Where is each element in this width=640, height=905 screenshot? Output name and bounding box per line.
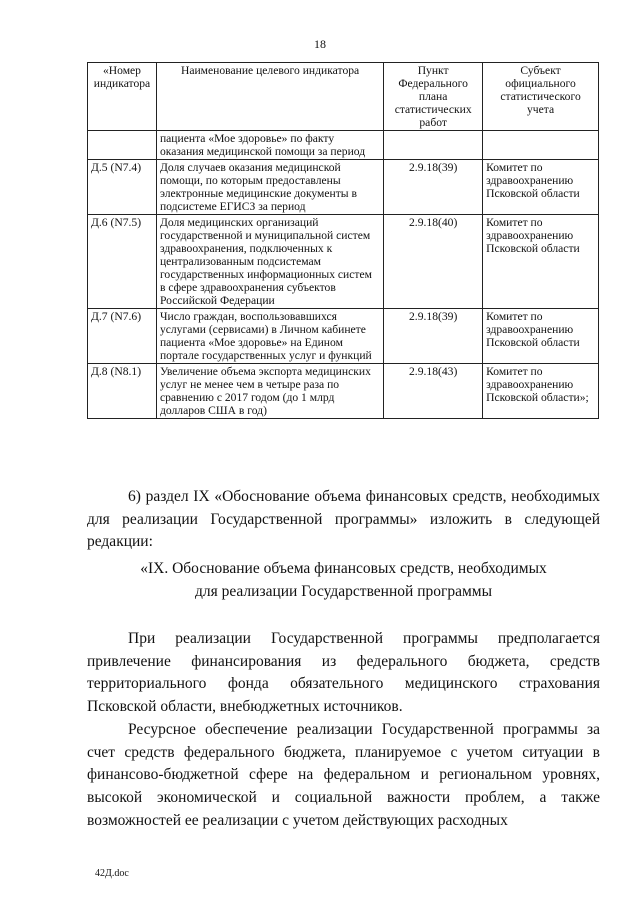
table-header-row <box>88 63 599 131</box>
section-body <box>87 628 600 832</box>
cell-name: Доля медицинских организаций государственной и муниципальной систем здравоохранения, подключенных к централизованным подсистемам государственных информационных систем в сфере здравоохранения субъектов Российской Федерации <box>156 215 383 309</box>
cell-point <box>384 131 483 160</box>
resource-paragraph: Ресурсное обеспечение реализации Государственной программы за счет средств федерального бюджета, планируемое с учетом ситуации в финансово-бюджетной сфере на федеральном и региональном уровнях, высокой экономической и социальной важности проблем, а также возможностей ее реализации с учетом действующих расходных <box>87 720 600 829</box>
cell-name: Доля случаев оказания медицинской помощи, по которым предоставлены электронные медицинские документы в подсистеме ЕГИСЗ за период <box>156 160 383 215</box>
header-plan-point: Пункт Федерального плана статистических работ <box>384 63 483 131</box>
cell-subject <box>483 131 599 160</box>
cell-code: Д.7 (N7.6) <box>88 309 157 364</box>
table-row <box>88 309 599 364</box>
cell-code: Д.6 (N7.5) <box>88 215 157 309</box>
cell-name: Число граждан, воспользовавшихся услугами (сервисами) в Личном кабинете пациента «Мое здоровье» на Едином портале государственных услуг и функций <box>156 309 383 364</box>
section-heading-line-1: «IX. Обоснование объема финансовых средств, необходимых <box>140 560 547 577</box>
header-accounting-subject: Субъект официального статистического учета <box>483 63 599 131</box>
cell-subject: Комитет по здравоохранению Псковской области <box>483 309 599 364</box>
section-heading <box>87 558 600 603</box>
cell-point: 2.9.18(39) <box>384 309 483 364</box>
cell-subject: Комитет по здравоохранению Псковской области <box>483 160 599 215</box>
header-indicator-number: «Номер индикатора <box>88 63 157 131</box>
cell-point: 2.9.18(40) <box>384 215 483 309</box>
cell-subject: Комитет по здравоохранению Псковской области»; <box>483 364 599 419</box>
header-indicator-name: Наименование целевого индикатора <box>156 63 383 131</box>
cell-point: 2.9.18(39) <box>384 160 483 215</box>
cell-code: Д.5 (N7.4) <box>88 160 157 215</box>
funding-paragraph: При реализации Государственной программы предполагается привлечение финансирования из федерального бюджета, средств территориального фонда обязательного медицинского страхования Псковской области, внебюджетных источников. <box>87 630 600 716</box>
cell-subject: Комитет по здравоохранению Псковской области <box>483 215 599 309</box>
table-row <box>88 215 599 309</box>
footer-filename: 42Д.doc <box>95 868 129 879</box>
cell-name: Увеличение объема экспорта медицинских услуг не менее чем в четыре раза по сравнению с 2017 годом (до 1 млрд долларов США в год) <box>156 364 383 419</box>
cell-code: Д.8 (N8.1) <box>88 364 157 419</box>
amendment-paragraph: 6) раздел IX «Обоснование объема финансовых средств, необходимых для реализации Государственной программы» изложить в следующей редакции: <box>87 488 600 551</box>
cell-name: пациента «Мое здоровье» по факту оказания медицинской помощи за период <box>156 131 383 160</box>
section-amendment <box>87 486 600 554</box>
table-row <box>88 364 599 419</box>
table-row <box>88 160 599 215</box>
section-heading-line-2: для реализации Государственной программы <box>194 582 493 600</box>
cell-point: 2.9.18(43) <box>384 364 483 419</box>
table-row <box>88 131 599 160</box>
page-number: 18 <box>314 37 326 51</box>
cell-code <box>88 131 157 160</box>
indicators-table <box>87 62 599 419</box>
